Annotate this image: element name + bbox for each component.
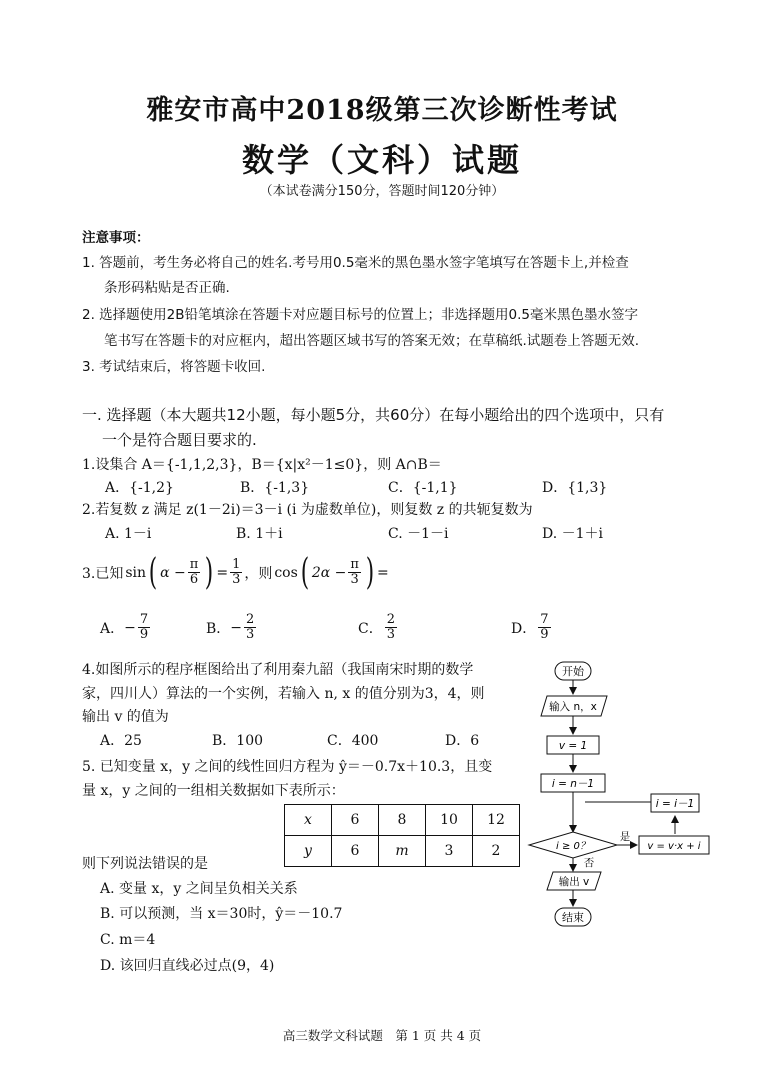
- question-2-option-c: C. －1－i: [388, 526, 449, 542]
- question-5-option-a: A. 变量 x，y 之间呈负相关关系: [100, 881, 298, 897]
- flow-input-label: 输入 n，x: [549, 701, 597, 713]
- question-1-option-d: D．{1,3}: [542, 480, 608, 496]
- table-row: [285, 805, 520, 836]
- flow-v-update-label: v = v·x + i: [647, 841, 701, 852]
- question-3-option-c: C． $\frac{2}{3}$: [358, 612, 395, 643]
- question-5-option-b: B. 可以预测，当 x＝30时，ŷ＝－10.7: [100, 906, 343, 922]
- notice-item-3: 3. 考试结束后，将答题卡收回.: [82, 359, 266, 375]
- question-2-stem: 2.若复数 z 满足 z(1－2i)＝3－i (i 为虚数单位)，则复数 z 的共轭复数为: [82, 502, 533, 518]
- question-2-option-d: D. －1＋i: [542, 526, 604, 542]
- regression-table: [284, 804, 520, 867]
- table-row: [285, 836, 520, 867]
- question-3-option-d: D． $\frac{7}{9}$: [511, 612, 549, 643]
- q3-eq2: =: [377, 564, 389, 581]
- question-3-option-a: A． − $\frac{7}{9}$: [100, 612, 149, 643]
- question-5-option-c: C. m＝4: [100, 932, 156, 948]
- question-4-option-c: C．400: [327, 733, 379, 749]
- table-cell: 3: [426, 836, 473, 867]
- q3-paren-open: (: [148, 552, 158, 593]
- question-5-ask: 则下列说法错误的是: [82, 856, 208, 872]
- flow-output-label: 输出 v: [558, 876, 590, 888]
- q3-alpha-minus: α −: [160, 564, 186, 581]
- table-cell: 6: [332, 805, 379, 836]
- flow-v-init-label: v = 1: [558, 740, 588, 752]
- question-5-line-2: 量 x，y 之间的一组相关数据如下表所示：: [82, 783, 345, 799]
- question-4-line-1: 4.如图所示的程序框图给出了利用秦九韶（我国南宋时期的数学: [82, 662, 474, 678]
- table-cell: 10: [426, 805, 473, 836]
- q3-sin: sin: [125, 564, 147, 581]
- table-cell: 12: [473, 805, 520, 836]
- exam-info: （本试卷满分150分，答题时间120分钟）: [259, 184, 505, 199]
- q3-frac-pi3: $\frac{\pi}{3}$: [350, 556, 359, 587]
- question-2-option-b: B. 1＋i: [236, 526, 283, 542]
- question-1-option-a: A．{-1,2}: [105, 480, 174, 496]
- notice-heading: 注意事项：: [82, 230, 150, 246]
- table-cell: 6: [332, 836, 379, 867]
- question-5-line-1: 5. 已知变量 x，y 之间的线性回归方程为 ŷ＝－0.7x＋10.3，且变: [82, 759, 493, 775]
- flow-no-label: 否: [583, 857, 595, 869]
- notice-item-2: 2. 选择题使用2B铅笔填涂在答题卡对应题目标号的位置上；非选择题用0.5毫米黑色墨水签字: [82, 307, 638, 323]
- question-2-option-a: A. 1－i: [105, 526, 152, 542]
- table-cell: y: [285, 836, 332, 867]
- table-cell: 2: [473, 836, 520, 867]
- notice-item-1-cont: 条形码粘贴是否正确.: [104, 280, 230, 296]
- q3-paren2-open: (: [300, 552, 310, 593]
- q3-cos: cos: [274, 564, 298, 581]
- question-3-option-b: B． − $\frac{2}{3}$: [206, 612, 255, 643]
- page-footer: 高三数学文科试题 第 1 页 共 4 页: [282, 1028, 482, 1043]
- question-3-stem: [82, 552, 389, 593]
- flowchart: [525, 656, 725, 932]
- q3-frac-pi6: $\frac{\pi}{6}$: [189, 556, 199, 587]
- question-4-option-d: D．6: [445, 733, 480, 749]
- q3-then: ，则: [244, 565, 273, 582]
- question-4-line-3: 输出 v 的值为: [82, 709, 169, 725]
- q3-eq: =: [216, 564, 229, 581]
- flow-yes-label: 是: [619, 831, 631, 843]
- question-4-line-2: 家，四川人）算法的一个实例，若输入 n, x 的值分别为3，4，则: [82, 686, 485, 702]
- flow-condition-label: i ≥ 0？: [556, 841, 590, 852]
- table-cell: 8: [379, 805, 426, 836]
- flow-i-init-label: i = n－1: [551, 778, 595, 790]
- exam-subtitle: 数学（文科）试题: [241, 141, 522, 179]
- question-5-option-d: D. 该回归直线必过点(9，4): [100, 958, 275, 974]
- section-heading-cont: 一个是符合题目要求的.: [102, 431, 257, 449]
- flow-i-decrement-label: i = i－1: [655, 798, 695, 810]
- q3-prefix: 3.已知: [82, 565, 124, 582]
- question-4-option-a: A．25: [100, 733, 142, 749]
- question-1-option-c: C．{-1,1}: [388, 480, 458, 496]
- table-cell: x: [285, 805, 332, 836]
- table-cell: m: [379, 836, 426, 867]
- q3-frac-13: $\frac{1}{3}$: [232, 556, 241, 587]
- section-heading: 一. 选择题（本大题共12小题，每小题5分，共60分）在每小题给出的四个选项中，只有: [82, 406, 665, 424]
- notice-item-2-cont: 笔书写在答题卡的对应框内，超出答题区域书写的答案无效；在草稿纸.试题卷上答题无效.: [104, 333, 640, 349]
- flow-start-label: 开始: [562, 665, 584, 678]
- q3-paren-close: ): [205, 552, 214, 593]
- notice-item-1: 1. 答题前，考生务必将自己的姓名.考号用0.5毫米的黑色墨水签字笔填写在答题卡上,并检查: [82, 255, 629, 271]
- regression-table-wrap: [284, 804, 520, 867]
- flow-end-label: 结束: [562, 911, 584, 924]
- question-4-option-b: B．100: [212, 733, 264, 749]
- q3-paren2-close: ): [365, 552, 375, 593]
- question-1-option-b: B．{-1,3}: [240, 480, 310, 496]
- question-1-stem: 1.设集合 A＝{-1,1,2,3}，B＝{x|x²－1≤0}，则 A∩B＝: [82, 457, 442, 473]
- q3-two-alpha: 2α −: [311, 564, 347, 581]
- exam-title: 雅安市高中2018级第三次诊断性考试: [146, 95, 618, 126]
